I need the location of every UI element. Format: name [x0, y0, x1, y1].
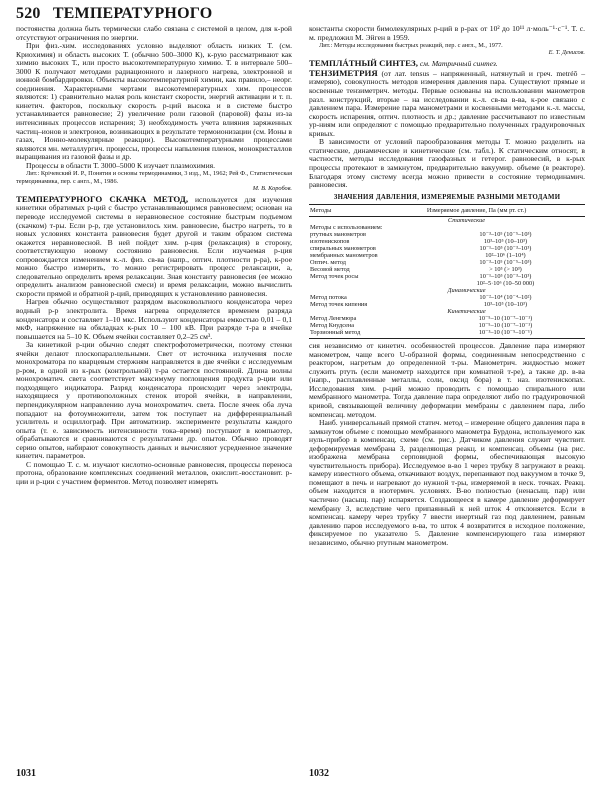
- paragraph: В зависимости от условий парообразования методы Т. можно разделить на статические, динамические и кинетические (см. табл.). К статическим относят, в частности, методы исследования газофазных и гетерог. равновесий, в к-рых процессы протекают в замкнутом, предварительно вакуумир. объеме (в реакторе). Благодаря этому систему всегда можно привести в состояние термодинамич. равновесия.: [309, 137, 585, 190]
- table-cell-method: изотенископов: [310, 238, 350, 246]
- table-cell-range: 10⁻¹–10⁵ (10⁻³–10³): [479, 273, 532, 281]
- paragraph: константы скорости бимолекулярных р-ций в р-рах от 10² до 10¹¹ л·моль⁻¹·с⁻¹. Т. с. м. предложил М. Эйген в 1959.: [309, 24, 585, 42]
- table-header-range: Измеряемое давление, Па (мм рт. ст.): [426, 205, 585, 217]
- table-cell-method: Весовой метод: [310, 266, 350, 274]
- table-section: Статические: [447, 217, 486, 225]
- paragraph: сия независимо от кинетич. особенностей процессов. Давление пара измеряют манометром, чаще всего U-образной формы, соединенным непосредственно с реактором, нагретым до определенной т-ры. Манометрич. жидкостью может служить ртуть (если манометр находится при комнатной т-ре), а также др. в-ва (напр., расплавленные металлы, соли, оксид бора) в т. наз. изотенископах. Исследования хим. р-ций можно проводить с помощью спирального или мембранного манометра. Тогда давление пара определяют либо по градуировочной кривой, связывающей величину деформации мембраны с давлением пара, либо компенсац. методом.: [309, 341, 585, 419]
- author-signature: Е. Т. Денисов.: [548, 49, 585, 57]
- table-section: Кинетические: [447, 308, 486, 316]
- table-cell-range: 10⁻¹–10⁵ (10⁻³–10³): [479, 245, 532, 253]
- table-title: ЗНАЧЕНИЯ ДАВЛЕНИЯ, ИЗМЕРЯЕМЫЕ РАЗНЫМИ МЕТОДАМИ: [333, 193, 561, 201]
- article-start: [16, 195, 292, 299]
- table-cell-method: Метод Кнудсена: [310, 322, 355, 330]
- pressure-methods-table: [309, 204, 585, 339]
- table-cell-method: Методы с использованием:: [310, 224, 383, 232]
- paragraph: Процессы в области Т. 3000–5000 К изучает плазмохимия.: [26, 160, 216, 170]
- table-cell-method: Оптич. метод: [310, 259, 346, 267]
- table-cell-method: спиральных манометров: [310, 245, 376, 253]
- running-title: ТЕМПЕРАТУРНОГО: [52, 5, 213, 22]
- table-cell-range: 10⁻³–10⁵ (10⁻⁵–10³): [479, 231, 532, 239]
- author-signature: М. В. Коробов.: [252, 184, 292, 192]
- footer-page-left: 1031: [16, 768, 36, 779]
- table-cell-method: Метод Ленгмюра: [310, 315, 357, 323]
- footer-page-right: 1032: [309, 768, 329, 779]
- literature-note: Лит.: Методы исследования быстрых реакций, пер. с англ., М., 1977.: [319, 42, 503, 50]
- right-column: [309, 25, 585, 547]
- table-cell-method: мембранных манометров: [310, 252, 378, 260]
- table-cell-method: Метод точек росы: [310, 273, 359, 281]
- article-text: используется для изучения кинетики обратимых р-ций с быстро устанавливающимся равновесием; основан на переводе исследуемой системы в неравновесное состояние быстрым подъемом (скачком) т-ры. Если р-р, где установилось хим. равновесие, быстро нагреть, то в новых условиях константа равновесия будет другой и таким образом система окажется неравновесной. В ней пойдет хим. р-ция (релаксация) в сторону, соответствующую новому состоянию равновесия. Если изучаемая р-ция сопровождается изменением к.-л. физ. св-ва (напр., оптич. плотности р-ра), к-рое можно быстро измерить, то можно регистрировать процесс релаксации, а, следовательно определить время релаксации. Зная константу равновесия (ее можно определить анализом равновесной смеси) и время релаксации, можно вычислить скорости прямой и обратной р-ций, приводящих к установлению равновесия.: [16, 194, 292, 298]
- paragraph: Наиб. универсальный прямой статич. метод – измерение общего давления пара в замкнутом объеме с помощью мембранного манометра Бурдона, используемого как нуль-прибор в компенсац. схеме (см. рис.). Датчиком давления служит чувствит. деформируемая мембрана 3, разделяющая реакц. и компенсац. объемы (на рис. изображена мембрана серповидной формы, обеспечивающая высокую чувствительность прибора). Исследуемое в-во 1 через трубку 8 загружают в реакц. камеру известного объема, откачивают воздух, перепаивают под вакуумом в точке 9, помещают в печь и нагревают до нужной т-ры, измеряемой в неск. точках. Реакц. объем находится в изотермич. условиях. В-во полностью (ненасыщ. пар) или частично (насыщ. пар) испаряется. Создающееся в камере давление деформирует мембрану 3, вследствие чего припаянный к ней шток 4 отклоняется. Если в компенсац. камеру через трубку 7 ввести инертный газ под давлением, равным давлению паров исследуемого в-ва, то шток 4 возвратится в исходное положение, фиксируемое по указателю 5. Давление компенсирующего газа измеряют независимо, обычно ртутным манометром.: [309, 418, 585, 547]
- table-cell-range: 10⁻³–10⁵ (10⁻⁵–10³): [479, 259, 532, 267]
- literature-note: Лит.: Крічевский И. Р., Понятия и основы термодинамики, 3 изд., М., 1962; Рей Ф., Статистическая термодинамика, пер. с англ., М., 1986.: [16, 170, 292, 185]
- paragraph: При физ.-хим. исследованиях условно выделяют область низких Т. (см. Криохимия) и область высоких Т. (обычно 500–3000 К), к-рую рассматривают как химию высоких Т., или просто высокотемпературную химию. Т. в интервале 500–3000 К получают методами радиационного и лазерного нагрева, электронной и ионной бомбардировки. Объекты высокотемпературной химии, как правило,– неорг. соединения. Характерными чертами высокотемпературных хим. процессов являются: 1) сравнительно малая роль констант скорости, энергий активации и т. п. кинетич. факторов, поскольку скорость р-ций высока и в системе быстро устанавливается равновесие; 2) увеличение роли газовой (паровой) фазы из-за интенсивных процессов испарения; 3) необходимость учета влияния заряженных частиц–ионов и электронов, возникающих в результате термоионизации (см. Ионы в газах, Ионно-молекулярные реакции). Высокотемпературными процессами являются мн. металлургич. процессы, процессы напыления пленок, монокристаллов выращивания из газовой фазы и др.: [16, 41, 292, 162]
- left-column: [16, 25, 292, 486]
- article-term: ТЕМПЛÁТНЫЙ СИНТЕЗ,: [309, 58, 418, 69]
- paragraph: За кинетикой р-ции обычно следят спектрофотометрически, поэтому стенки ячейки делают плоскопараллельными. Свет от источника излучения после монохроматора по кварцевым стержням направляется в две ячейки с исследуемым р-ром, в одной из к-рых (контрольной) т-ра остается постоянной. Длина волны монохроматич. света соответствует максимуму поглощения продукта р-ции или подходящего индикатора. Разряд конденсатора происходит через электроды, находящиеся у противоположных стенок второй ячейки, в направлении, перпендикулярном направлению луча монохроматич. света. После ячеек оба луча попадают на фотоумножители, затем ток поступает на дифференциальный усилитель и осциллограф. При автоматизир. эксперименте результаты каждого опыта (т. е. зависимость интенсивности тока–время) поступают в компьютер, обрабатываются и сравниваются с результатами др. опытов. Обычно проводят серию опытов, набирают совокупность данных и вычисляют усредненное значение кинетич. параметров.: [16, 340, 292, 461]
- table-cell-method: Метод точек кипения: [310, 301, 368, 309]
- table-header-method: Методы: [309, 205, 426, 217]
- table-cell-range: [426, 224, 585, 231]
- page-header: [16, 5, 212, 23]
- table-cell-range: 10³–10⁵ (10–10³): [483, 301, 528, 309]
- table-cell-method: [309, 280, 426, 287]
- table-cell-range: > 10⁵ (> 10³): [489, 266, 522, 274]
- table-cell-method: Торзионный метод: [309, 329, 426, 339]
- table-cell-range: 10²–5·10⁶ (10–50 000): [476, 280, 535, 288]
- table-cell-range: 10⁻⁵–10 (10⁻⁷–10⁻¹): [478, 315, 533, 323]
- article-text: (от лат. tensus – напряженный, натянутый и греч. metréō – измеряю), совокупность методов измерения давления пара. Существуют прямые и косвенные тензиметрич. методы. Первые основаны на использовании манометров разл. конструкций, вторые – на исследовании к.-л. св-ва в-ва, к-рое связано с давлением пара. Измерение пара манометрами и косвенными методами к.-л. массы, скорость испарения, оптич. плотность и др.; давление рассчитывают по известным ур-ниям или определяют с помощью предварительно полученных градуировочных кривых.: [309, 68, 585, 138]
- table-cell-range: 10⁻⁵–10 (10⁻⁷–10⁻¹): [478, 322, 533, 330]
- article-term: ТЕМПЕРАТУРНОГО СКАЧКА МЕТОД,: [16, 193, 189, 204]
- table-cell-range: 10⁻³–10 (10⁻⁵–10⁻¹): [426, 329, 585, 339]
- paragraph: Нагрев обычно осуществляют разрядом высоковольтного конденсатора через водный р-р электролита. Время нагрева определяется временем разряда конденсатора и составляет 1–10 мкс. Используют конденсаторы емкостью 0,01 – 0,1 мкФ, напряжение на обкладках к-рых 10 – 100 кВ. При разряде т-ра в ячейке повышается на 5–10 К. Объем ячейки составляет 0,2–25 см³.: [16, 297, 292, 341]
- paragraph: С помощью Т. с. м. изучают кислотно-основные равновесия, процессы переноса протона, образование комплексных соединений металлов, окислит.-восстановит. р-ции и р-ции с участием ферментов. Метод позволяет измерять: [16, 459, 292, 486]
- article-term: ТЕНЗИМЕТРИЯ: [309, 67, 378, 78]
- table-cell-range: 10²–10⁶ (1–10⁴): [485, 252, 526, 260]
- paragraph: постоянства должна быть термически слабо связана с системой в целом, для к-рой отсутствуют ограничения по энергии.: [16, 24, 292, 42]
- page-number: 520: [16, 5, 41, 22]
- table-cell-method: Метод потока: [310, 294, 347, 302]
- cross-reference: см. Матричный синтез.: [419, 59, 498, 69]
- table-section: Динамические: [447, 287, 486, 295]
- table-cell-range: 10⁻²–10⁴ (10⁻⁴–10²): [479, 294, 532, 302]
- table-cell-method: ртутных манометров: [310, 231, 366, 239]
- table-cell-range: 10³–10⁵ (10–10³): [483, 238, 528, 246]
- article-start: [309, 69, 585, 138]
